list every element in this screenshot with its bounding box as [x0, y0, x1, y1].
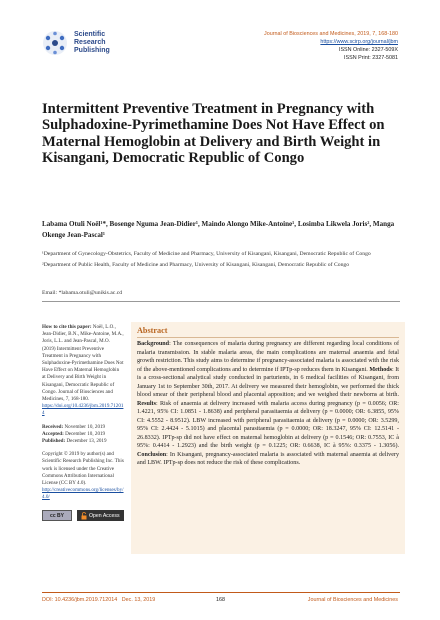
publisher-name — [74, 31, 110, 55]
affiliations — [42, 250, 402, 272]
journal-info — [264, 30, 398, 62]
results-text: : Risk of anaemia at delivery increased with malaria access during pregnancy (p = 0.0056; OR: 1.4221, 95% CI: 1.0851 - 1.8638) and peripheral parasitaemia at delivery (p = 0.0000; OR: 6.3855, 95% CI: 4.5552 - 8.9512). LBW increased with peripheral parasitaemia at delivery (p = 0.0000; OR: 3.5299, 95% CI: 2.4424 - 5.1015) and placental parasitaemia (p = 0.0000; OR: 18.3247, 95% CI: 12.5141 - 26.8332). IPTp-sp did not have effect on maternal hemoglobin at delivery (p = 0.1546; OR: 0.7553, IC à 95%: 0.4414 - 1.2923) and the birth weight (p = 0.1225; OR: 0.6638, IC à 95%: 0.3375 - 1.3056). — [137, 400, 399, 449]
open-access-label: Open Access — [89, 512, 120, 519]
article-title: Intermittent Preventive Treatment in Pregnancy with Sulphadoxine-Pyrimethamine Does Not Have Effect on Maternal Hemoglobin at Delivery and Birth Weight in Kisangani, Democratic Republic of Congo — [42, 101, 385, 167]
license-badges — [42, 510, 124, 521]
conclusion-label: Conclusion — [137, 451, 167, 458]
article-sidebar — [42, 324, 124, 508]
open-lock-icon — [81, 512, 87, 520]
abstract-text — [137, 340, 399, 468]
cc-by-badge[interactable]: cc BY — [42, 510, 72, 521]
affiliation-2: ²Department of Public Health, Faculty of Medicine and Pharmacy, University of Kisangani, Kisangani, Democratic Republic of Congo — [42, 262, 350, 268]
author-list: Labama Otuli Noël¹*, Bosenge Nguma Jean-Didier¹, Maindo Alongo Mike-Antoine¹, Losimba Likwela Joris², Manga Okenge Jean-Pascal¹ — [42, 220, 395, 239]
published-date: December 13, 2019 — [66, 438, 107, 445]
footer-journal: Journal of Biosciences and Medicines — [307, 597, 398, 603]
citation-block — [42, 324, 124, 418]
citation-text: Noël, L.O., Jean-Didier, B.N., Mike-Antoine, M.A., Joris, L.L. and Jean-Pascal, M.O. (2019) Intermittent Preventive Treatment in Pregnancy with Sulphadoxine-Pyrimethamine Does Not Have Effect on Maternal Hemoglobin at Delivery and Birth Weight in Kisangani, Democratic Republic of Congo. Journal of Biosciences and Medicines, 7, 168-180. — [42, 324, 124, 403]
abstract-heading: Abstract — [137, 326, 168, 335]
methods-label: Methods — [369, 366, 393, 373]
open-access-badge[interactable] — [77, 510, 124, 521]
license-link[interactable]: http://creativecommons.org/licenses/by/4.0/ — [42, 487, 124, 501]
dates-block — [42, 424, 124, 446]
received-label: Received: — [42, 423, 64, 430]
conclusion-text: : In Kisangani, pregnancy-associated malaria is associated with maternal anaemia at delivery and LBW. IPTp-sp does not reduce the risk of these complications. — [137, 451, 399, 466]
publisher-name-line: Research — [74, 39, 106, 46]
citation-doi-link[interactable]: https://doi.org/10.4236/jbm.2019.712014 — [42, 403, 124, 417]
received-date: November 10, 2019 — [64, 423, 106, 430]
citation-label: How to cite this paper: — [42, 324, 92, 330]
footer-divider — [42, 592, 400, 593]
publisher-name-line: Publishing — [74, 47, 110, 54]
copyright-text: Copyright © 2019 by author(s) and Scientific Research Publishing Inc. This work is licensed under the Creative Commons Attribution International License (CC BY 4.0). — [42, 451, 124, 487]
issn-print: ISSN Print: 2327-5081 — [344, 55, 398, 61]
published-label: Published: — [42, 438, 66, 445]
copyright-block — [42, 451, 124, 501]
footer-doi: DOI: 10.4236/jbm.2019.712014 — [42, 597, 118, 603]
abstract-box — [131, 322, 405, 554]
publisher-name-line: Scientific — [74, 31, 106, 38]
abstract-divider — [137, 337, 399, 338]
accepted-label: Accepted: — [42, 430, 64, 437]
methods-text: : It is a cross-sectional analytical study conducted in parturients, in 6 medical facilities of Kisangani, from January 1st to September 30th, 2017. At delivery we measured their hemoglobin, we performed the thick blood smear of their peripheral blood and placental apposition; and we weighed their newborns at birth. — [137, 366, 399, 398]
background-text: : The consequences of malaria during pregnancy are different regarding local conditions of malaria transmission. In stable malaria areas, the main complications are maternal anaemia and fetal growth restriction. This study aims to determine if pregnancy-associated malaria is associated with the risk of the above-mentioned complications and to determine if IPTp-sp reduces them in Kisangani. — [137, 341, 399, 373]
affiliation-1: ¹Department of Gynecology-Obstetrics, Faculty of Medicine and Pharmacy, University of Kisangani, Kisangani, Democratic Republic of Congo — [42, 251, 371, 257]
background-label: Background — [137, 341, 170, 347]
section-divider — [42, 301, 400, 302]
issn-online: ISSN Online: 2327-509X — [338, 47, 398, 53]
accepted-date: December 10, 2019 — [65, 430, 106, 437]
publisher-logo-icon — [42, 30, 68, 56]
corresponding-email: Email: *labama.otuli@unikis.ac.cd — [42, 290, 123, 296]
results-label: Results — [137, 400, 156, 407]
footer-doi-date — [42, 597, 155, 603]
journal-url-link[interactable]: https://www.scirp.org/journal/jbm — [320, 39, 398, 45]
footer-date: Dec. 13, 2019 — [121, 597, 156, 603]
page-number: 168 — [216, 597, 225, 603]
publisher-logo — [42, 30, 110, 56]
journal-citation: Journal of Biosciences and Medicines, 2019, 7, 168-180 — [264, 31, 398, 37]
